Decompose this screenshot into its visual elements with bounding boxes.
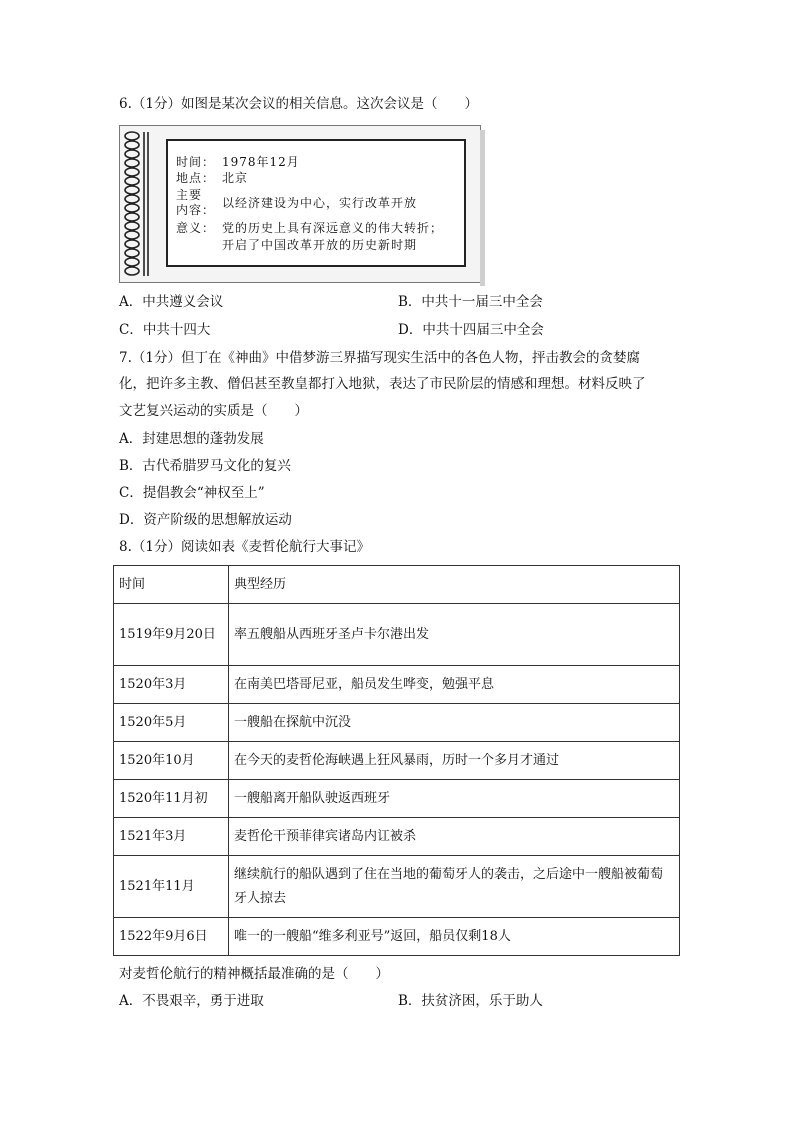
table-cell-time: 1520年5月 [114, 704, 229, 742]
table-cell-event: 唯一的一艘船“维多利亚号”返回，船员仅剩18人 [229, 918, 680, 956]
q7-stem-line: 文艺复兴运动的实质是（ ） [119, 403, 308, 419]
figure-key: 地点： [176, 171, 216, 185]
figure-value: 北京 [222, 171, 249, 185]
figure-key: 时间： [176, 155, 216, 169]
table-row [114, 742, 680, 780]
q6-stem: 6.（1分）如图是某次会议的相关信息。这次会议是（ ） [119, 96, 478, 112]
notebook-spiral-icon [122, 128, 156, 280]
q8-option-b: B．扶贫济困，乐于助人 [398, 993, 543, 1009]
figure-key: 意义： [176, 221, 216, 235]
table-cell-event: 一艘船离开船队驶返西班牙 [229, 780, 680, 818]
figure-key: 内容： [176, 203, 216, 217]
q6-option-a: A．中共遵义会议 [119, 294, 224, 310]
q8-stem: 8.（1分）阅读如表《麦哲伦航行大事记》 [119, 539, 370, 555]
table-cell-event: 麦哲伦干预菲律宾诸岛内讧被杀 [229, 818, 680, 856]
q7-option-a: A．封建思想的蓬勃发展 [119, 431, 264, 447]
table-cell-time: 1520年3月 [114, 666, 229, 704]
figure-value: 以经济建设为中心，实行改革开放 [222, 196, 418, 210]
table-cell-event: 率五艘船从西班牙圣卢卡尔港出发 [229, 604, 680, 666]
magellan-events-table [113, 565, 680, 956]
table-cell-event: 一艘船在探航中沉没 [229, 704, 680, 742]
table-cell-time: 1522年9月6日 [114, 918, 229, 956]
q6-option-d: D．中共十四届三中全会 [398, 322, 544, 338]
q8-option-a: A．不畏艰辛，勇于进取 [119, 993, 264, 1009]
table-cell-event: 继续航行的船队遇到了住在当地的葡萄牙人的袭击，之后途中一艘船被葡萄牙人掠去 [229, 856, 680, 918]
table-header-cell: 时间 [114, 566, 229, 604]
table-row [114, 666, 680, 704]
table-row [114, 604, 680, 666]
table-row [114, 856, 680, 918]
table-row [114, 918, 680, 956]
table-header-cell: 典型经历 [229, 566, 680, 604]
table-cell-time: 1521年3月 [114, 818, 229, 856]
q7-stem-line: 化，把许多主教、僧侣甚至教皇都打入地狱，表达了市民阶层的情感和理想。材料反映了 [119, 376, 646, 392]
table-row [114, 780, 680, 818]
q7-option-d: D．资产阶级的思想解放运动 [119, 512, 292, 528]
table-cell-time: 1521年11月 [114, 856, 229, 918]
figure-value: 1978年12月 [222, 155, 300, 169]
q8-question: 对麦哲伦航行的精神概括最准确的是（ ） [119, 966, 389, 982]
table-cell-time: 1520年10月 [114, 742, 229, 780]
q7-stem-line: 7.（1分）但丁在《神曲》中借梦游三界描写现实生活中的各色人物，抨击教会的贪婪腐 [119, 350, 640, 366]
figure-key: 主要 [176, 188, 203, 202]
figure-value: 党的历史上具有深远意义的伟大转折； [222, 221, 444, 235]
q7-option-b: B．古代希腊罗马文化的复兴 [119, 458, 291, 474]
table-cell-time: 1519年9月20日 [114, 604, 229, 666]
q6-option-b: B．中共十一届三中全会 [398, 294, 543, 310]
meeting-info-figure [119, 125, 481, 283]
table-row [114, 818, 680, 856]
table-cell-event: 在今天的麦哲伦海峡遇上狂风暴雨，历时一个多月才通过 [229, 742, 680, 780]
q6-option-c: C．中共十四大 [119, 322, 211, 338]
meeting-info-card [166, 139, 466, 267]
figure-value: 开启了中国改革开放的历史新时期 [222, 238, 418, 252]
table-header-row [114, 566, 680, 604]
table-cell-time: 1520年11月初 [114, 780, 229, 818]
table-row [114, 704, 680, 742]
table-cell-event: 在南美巴塔哥尼亚，船员发生哗变，勉强平息 [229, 666, 680, 704]
q7-option-c: C．提倡教会“神权至上” [119, 485, 265, 501]
